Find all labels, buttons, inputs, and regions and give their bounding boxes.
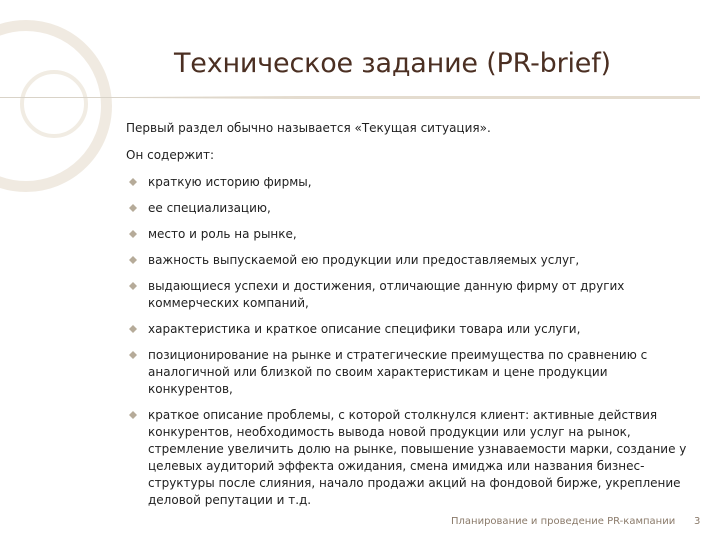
list-item-text: место и роль на рынке,: [148, 227, 297, 241]
bullet-icon: [129, 411, 137, 419]
list-item: [126, 347, 696, 398]
bullet-icon: [129, 351, 137, 359]
list-item: [126, 321, 696, 338]
title-divider-accent: [125, 96, 700, 99]
intro-text: Первый раздел обычно называется «Текущая ситуация».: [126, 121, 491, 135]
list-item: [126, 226, 696, 243]
decorative-circle-large: [0, 20, 112, 192]
bullet-icon: [129, 282, 137, 290]
list-item: [126, 278, 696, 312]
list-item: [126, 200, 696, 217]
decorative-circle-small: [20, 70, 88, 138]
page-number: 3: [694, 516, 701, 527]
list-item: [126, 252, 696, 269]
list-item: [126, 174, 696, 191]
footer-text: Планирование и проведение PR-кампании: [451, 516, 676, 527]
slide-title: Техническое задание (PR-brief): [174, 48, 611, 79]
bullet-icon: [129, 204, 137, 212]
list-item-text: выдающиеся успехи и достижения, отличающие данную фирму от других коммерческих компаний,: [148, 279, 625, 310]
bullet-icon: [129, 230, 137, 238]
bullet-list: [126, 174, 696, 509]
list-item-text: важность выпускаемой ею продукции или предоставляемых услуг,: [148, 253, 580, 267]
list-item-text: краткую историю фирмы,: [148, 175, 312, 189]
slide-body: [126, 120, 696, 518]
list-item-text: ее специализацию,: [148, 201, 271, 215]
bullet-icon: [129, 178, 137, 186]
contains-label: Он содержит:: [126, 148, 214, 162]
list-item: [126, 407, 696, 509]
bullet-icon: [129, 325, 137, 333]
list-item-text: позиционирование на рынке и стратегические преимущества по сравнению с аналогичной или близкой по своим характеристикам и цене продукции конкурентов,: [148, 348, 648, 396]
list-item-text: характеристика и краткое описание специфики товара или услуги,: [148, 322, 581, 336]
list-item-text: краткое описание проблемы, с которой столкнулся клиент: активные действия конкурентов, необходимость вывода новой продукции или услуг на рынок, стремление увеличить долю на рынке, повышение узнаваемости марки, создание у целевых аудиторий эффекта ожидания, смена имиджа или названия бизнес-структуры после слияния, начало продажи акций на фондовой бирже, укрепление деловой репутации и т.д.: [148, 408, 687, 507]
bullet-icon: [129, 256, 137, 264]
